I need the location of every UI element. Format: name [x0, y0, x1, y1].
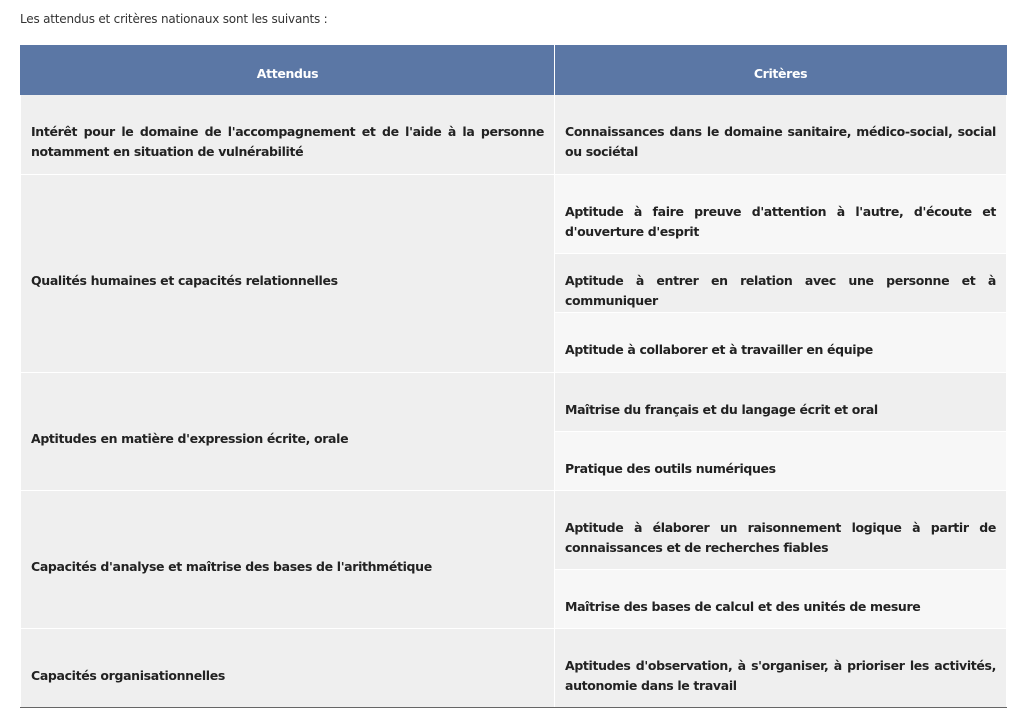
criterion-cell: Aptitude à faire preuve d'attention à l'autre, d'écoute et d'ouverture d'esprit [555, 174, 1007, 253]
table-row [21, 174, 1007, 253]
table-row [21, 490, 1007, 569]
expectation-cell: Qualités humaines et capacités relationnelles [21, 174, 555, 372]
table-header-row [21, 45, 1007, 95]
criterion-cell: Aptitude à entrer en relation avec une personne et à communiquer [555, 253, 1007, 312]
criteria-table [20, 45, 1007, 708]
criterion-cell: Aptitude à élaborer un raisonnement logique à partir de connaissances et de recherches fiables [555, 490, 1007, 569]
criterion-cell: Aptitudes d'observation, à s'organiser, à prioriser les activités, autonomie dans le travail [555, 628, 1007, 707]
table-row [21, 372, 1007, 431]
expectation-cell: Capacités organisationnelles [21, 628, 555, 707]
header-attendus: Attendus [21, 45, 555, 95]
intro-text: Les attendus et critères nationaux sont les suivants : [20, 12, 328, 26]
criterion-cell: Pratique des outils numériques [555, 431, 1007, 490]
criterion-cell: Maîtrise du français et du langage écrit et oral [555, 372, 1007, 431]
criterion-cell: Aptitude à collaborer et à travailler en équipe [555, 312, 1007, 372]
header-criteres: Critères [555, 45, 1007, 95]
criterion-cell: Maîtrise des bases de calcul et des unités de mesure [555, 569, 1007, 628]
table-row [21, 95, 1007, 174]
expectation-cell: Capacités d'analyse et maîtrise des bases de l'arithmétique [21, 490, 555, 628]
expectation-cell: Intérêt pour le domaine de l'accompagnement et de l'aide à la personne notamment en situation de vulnérabilité [21, 95, 555, 174]
criterion-cell: Connaissances dans le domaine sanitaire, médico-social, social ou sociétal [555, 95, 1007, 174]
expectation-cell: Aptitudes en matière d'expression écrite, orale [21, 372, 555, 490]
table-row [21, 628, 1007, 707]
